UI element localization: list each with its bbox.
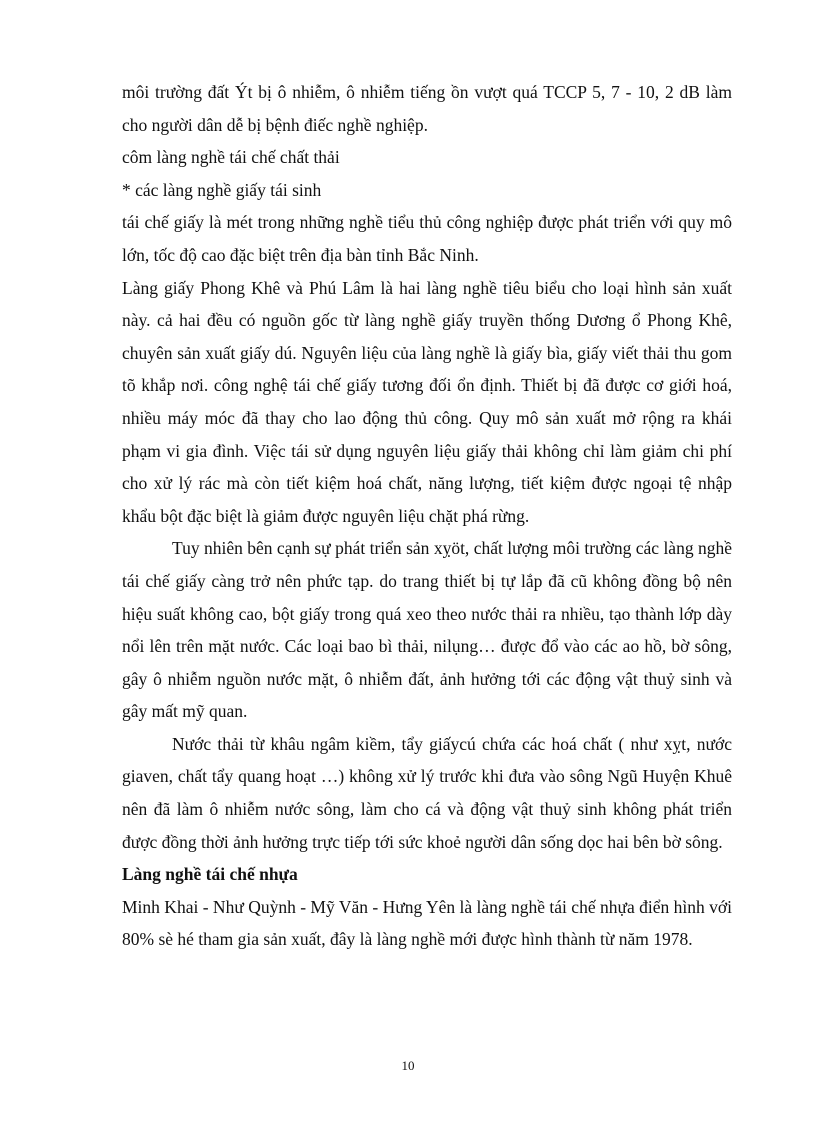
paragraph-paper-recycling-intro: tái chế giấy là mét trong những nghề tiểu thủ công nghiệp được phát triển với quy mô lớn, tốc độ cao đặc biệt trên địa bàn tỉnh Bắc Ninh. (122, 212, 732, 265)
paragraph-minh-khai: Minh Khai - Như Quỳnh - Mỹ Văn - Hưng Yên là làng nghề tái chế nhựa điển hình với 80% sè hé tham gia sản xuất, đây là làng nghề mới được hình thành từ năm 1978. (122, 896, 732, 950)
paragraph-noise-pollution: môi trường đất Ýt bị ô nhiễm, ô nhiễm tiếng ồn vượt quá TCCP 5, 7 - 10, 2 dB làm cho người dân dễ bị bệnh điếc nghề nghiệp. (122, 82, 732, 135)
paragraph-phong-khe: Làng giấy Phong Khê và Phú Lâm là hai làng nghề tiêu biểu cho loại hình sản xuất này. cả hai đều có nguồn gốc từ làng nghề giấy truyền thống Dương ổ Phong Khê, chuyên sản xuất giấy dú. Nguyên liệu của làng nghề là giấy bìa, giấy viết thải thu gom tõ khắp nơi. công nghệ tái chế giấy tương đối ổn định. Thiết bị đã được cơ giới hoá, nhiều máy móc đã thay cho lao động thủ công. Quy mô sản xuất mở rộng ra khái phạm vi gia đình. Việc tái sử dụng nguyên liệu giấy thải không chỉ làm giảm chi phí cho xử lý rác mà còn tiết kiệm hoá chất, năng lượng, tiết kiệm được ngoại tệ nhập khẩu bột đặc biệt là giảm được nguyên liệu chặt phá rừng. (122, 277, 732, 526)
section-heading-plastic-recycling: Làng nghề tái chế nhựa (122, 864, 298, 885)
page-number: 10 (401, 1058, 415, 1073)
subsection-label-paper-villages: * các làng nghề giấy tái sinh (122, 179, 322, 200)
section-label-recycling-villages: côm làng nghề tái chế chất thải (122, 147, 340, 168)
paragraph-environment-quality: Tuy nhiên bên cạnh sự phát triển sản xỵöt, chất lượng môi trường các làng nghề tái chế giấy càng trở nên phức tạp. do trang thiết bị tự lắp đã cũ không đồng bộ nên hiệu suất không cao, bột giấy trong quá xeo theo nước thải ra nhiều, tạo thành lớp dày nổi lên trên mặt nước. Các loại bao bì thải, nilụng… được đổ vào các ao hồ, bờ sông, gây ô nhiễm nguồn nước mặt, ô nhiễm đất, ảnh hưởng tới các động vật thuỷ sinh và gây mất mỹ quan. (122, 538, 732, 722)
paragraph-wastewater: Nước thải từ khâu ngâm kiềm, tẩy giấycú chứa các hoá chất ( như xỵt, nước giaven, chất tẩy quang hoạt …) không xử lý trước khi đưa vào sông Ngũ Huyện Khuê nên đã làm ô nhiễm nước sông, làm cho cá và động vật thuỷ sinh không phát triển được đồng thời ảnh hưởng trực tiếp tới sức khoẻ người dân sống dọc hai bên bờ sông. (122, 733, 732, 852)
page-body (122, 76, 732, 956)
